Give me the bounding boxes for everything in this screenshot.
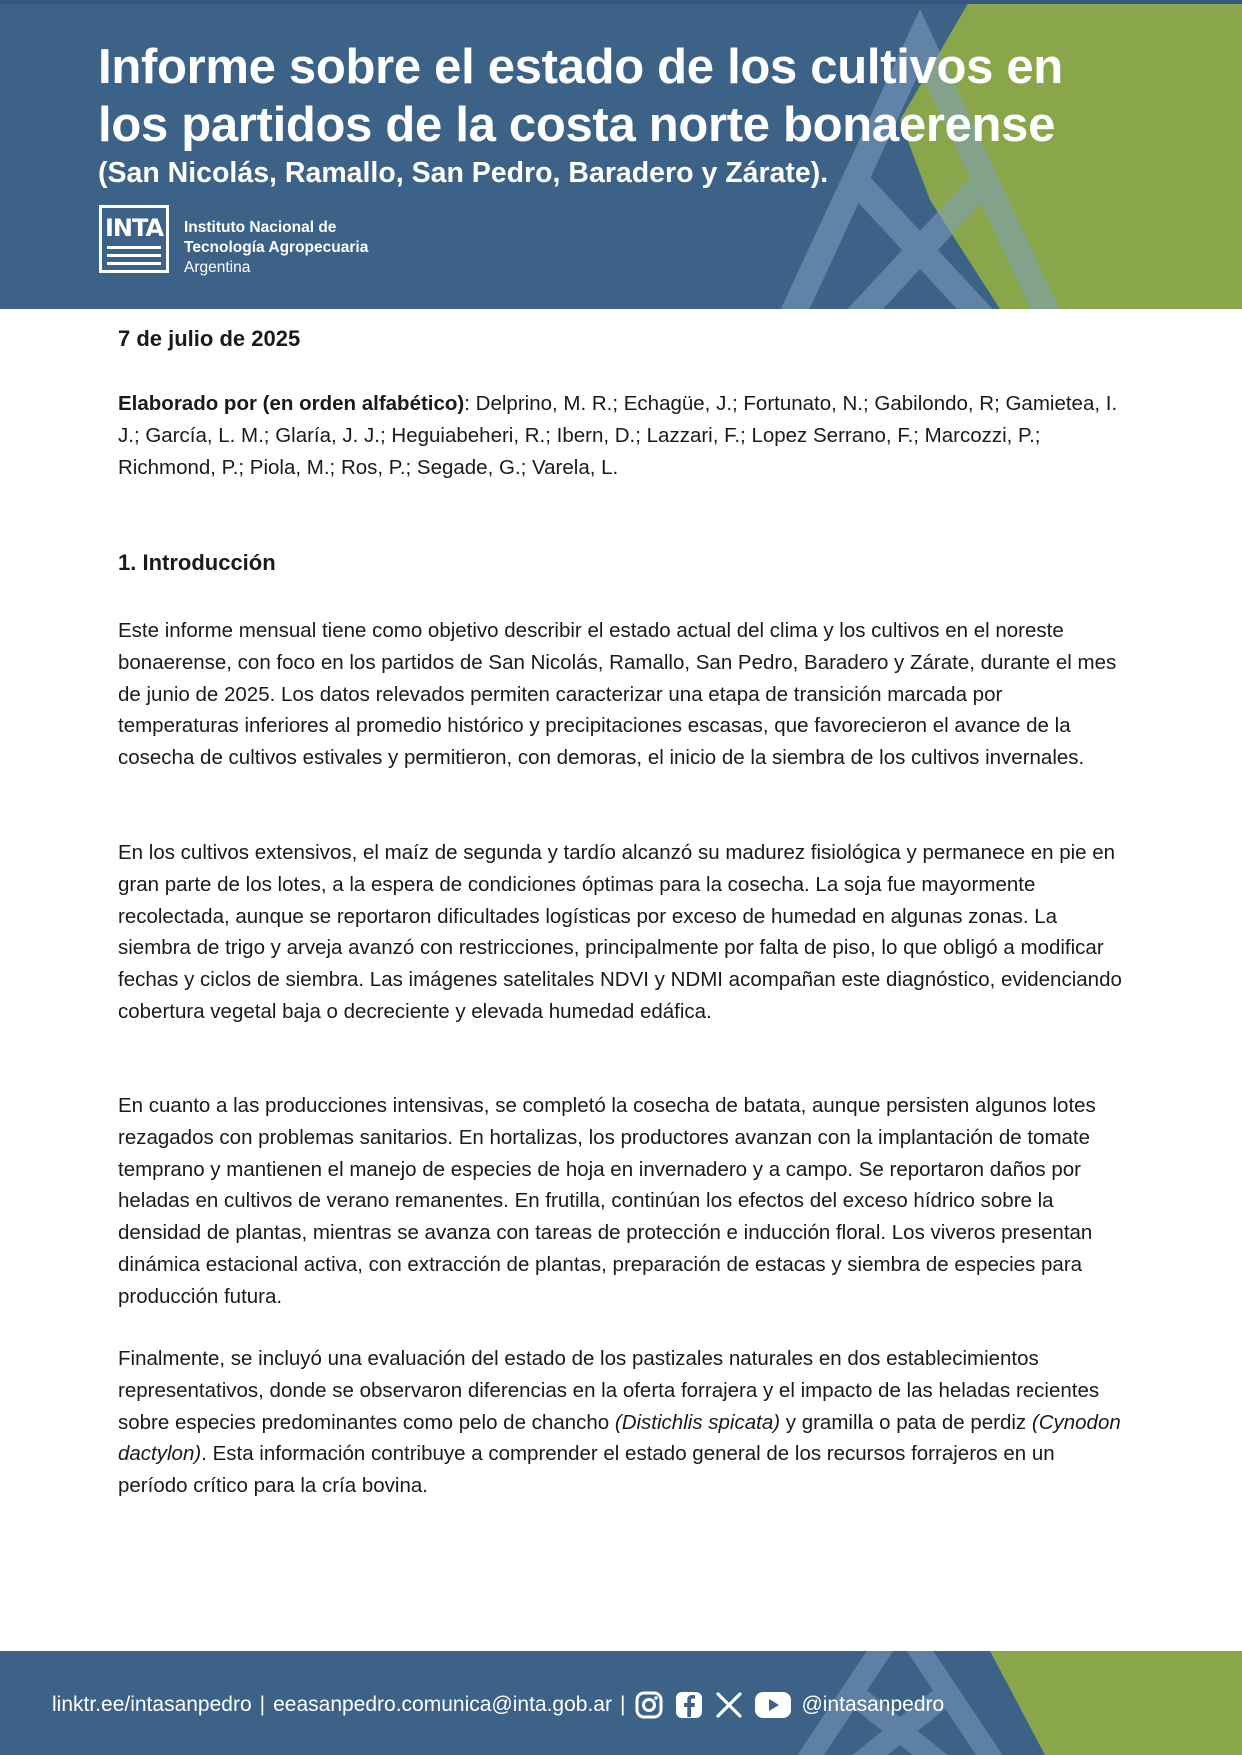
authors-lead: Elaborado por (en orden alfabético) (118, 392, 465, 415)
logo-stripe (107, 254, 161, 257)
institution-line-3: Argentina (184, 259, 251, 276)
report-date: 7 de julio de 2025 (118, 326, 301, 351)
x-icon[interactable] (713, 1689, 745, 1721)
footer-separator: | (619, 1693, 626, 1716)
p4-text-b: y gramilla o pata de perdiz (780, 1410, 1032, 1434)
inta-logo-text: INTA (104, 214, 164, 242)
footer-contact-row (52, 1685, 944, 1725)
header-banner (0, 0, 1242, 309)
linktree-link[interactable]: linktr.ee/intasanpedro (52, 1693, 252, 1716)
title-line-2: los partidos de la costa norte bonaerense (98, 98, 1056, 152)
youtube-icon[interactable] (753, 1689, 793, 1721)
p4-text-a: Finalmente, se incluyó una evaluación del estado de los pastizales naturales en dos establecimientos representativos, donde se observaron diferencias en la oferta forrajera y el impacto de las heladas recientes sobre especies predominantes como pelo de chancho (118, 1347, 1100, 1434)
species-name-cynodon: (Cynodon dactylon) (118, 1410, 1121, 1466)
subtitle: (San Nicolás, Ramallo, San Pedro, Baradero y Zárate). (98, 157, 829, 189)
facebook-icon[interactable] (673, 1689, 705, 1721)
instagram-icon[interactable] (633, 1689, 665, 1721)
p4-text-c: . Esta información contribuye a comprender el estado general de los recursos forrajeros en un período crítico para la cría bovina. (118, 1442, 1055, 1498)
intro-paragraph-4 (118, 1343, 1124, 1502)
social-handle[interactable]: @intasanpedro (801, 1693, 945, 1716)
title-line-1: Informe sobre el estado de los cultivos en (98, 40, 1063, 94)
footer-separator: | (259, 1693, 266, 1716)
inta-logo (99, 205, 169, 273)
authors-names: : Delprino, M. R.; Echagüe, J.; Fortunato, N.; Gabilondo, R; Gamietea, I. J.; García, L. M.; Glaría, J. J.; Heguiabeheri, R.; Ibern, D.; Lazzari, F.; Lopez Serrano, F.; Marcozzi, P.; Richmond, P.; Piola, M.; Ros, P.; Segade, G.; Varela, L. (118, 392, 1118, 479)
intro-paragraph-1: Este informe mensual tiene como objetivo describir el estado actual del clima y los cultivos en el noreste bonaerense, con foco en los partidos de San Nicolás, Ramallo, San Pedro, Baradero y Zárate, durante el mes de junio de 2025. Los datos relevados permiten caracterizar una etapa de transición marcada por temperaturas inferiores al promedio histórico y precipitaciones escasas, que favorecieron el avance de la cosecha de cultivos estivales y permitieron, con demoras, el inicio de la siembra de los cultivos invernales. (118, 619, 1117, 770)
email-link[interactable]: eeasanpedro.comunica@inta.gob.ar (273, 1693, 612, 1716)
species-name-distichlis: (Distichlis spicata) (614, 1410, 781, 1434)
intro-paragraph-2: En los cultivos extensivos, el maíz de segunda y tardío alcanzó su madurez fisiológica y permanece en pie en gran parte de los lotes, a la espera de condiciones óptimas para la cosecha. La soja fue mayormente recolectada, aunque se reportaron dificultades logísticas por exceso de humedad en algunas zonas. La siembra de trigo y arveja avanzó con restricciones, principalmente por falta de piso, lo que obligó a modificar fechas y ciclos de siembra. Las imágenes satelitales NDVI y NDMI acompañan este diagnóstico, evidenciando cobertura vegetal baja o decreciente y elevada humedad edáfica. (118, 841, 1122, 1023)
footer-banner (0, 1651, 1242, 1755)
page-title (98, 38, 1218, 154)
authors-paragraph (118, 388, 1118, 484)
institution-line-1: Instituto Nacional de (184, 219, 337, 236)
logo-stripe (107, 246, 161, 249)
intro-paragraph-3: En cuanto a las producciones intensivas, se completó la cosecha de batata, aunque persisten algunos lotes rezagados con problemas sanitarios. En hortalizas, los productores avanzan con la implantación de tomate temprano y mantienen el manejo de especies de hoja en invernadero y a campo. Se reportaron daños por heladas en cultivos de verano remanentes. En frutilla, continúan los efectos del exceso hídrico sobre la densidad de plantas, mientras se avanza con tareas de protección e inducción floral. Los viveros presentan dinámica estacional activa, con extracción de plantas, preparación de estacas y siembra de especies para producción futura. (118, 1094, 1096, 1308)
section-title: 1. Introducción (118, 550, 276, 575)
institution-name (184, 218, 368, 278)
logo-stripe (107, 262, 161, 265)
institution-line-2: Tecnología Agropecuaria (184, 239, 369, 256)
